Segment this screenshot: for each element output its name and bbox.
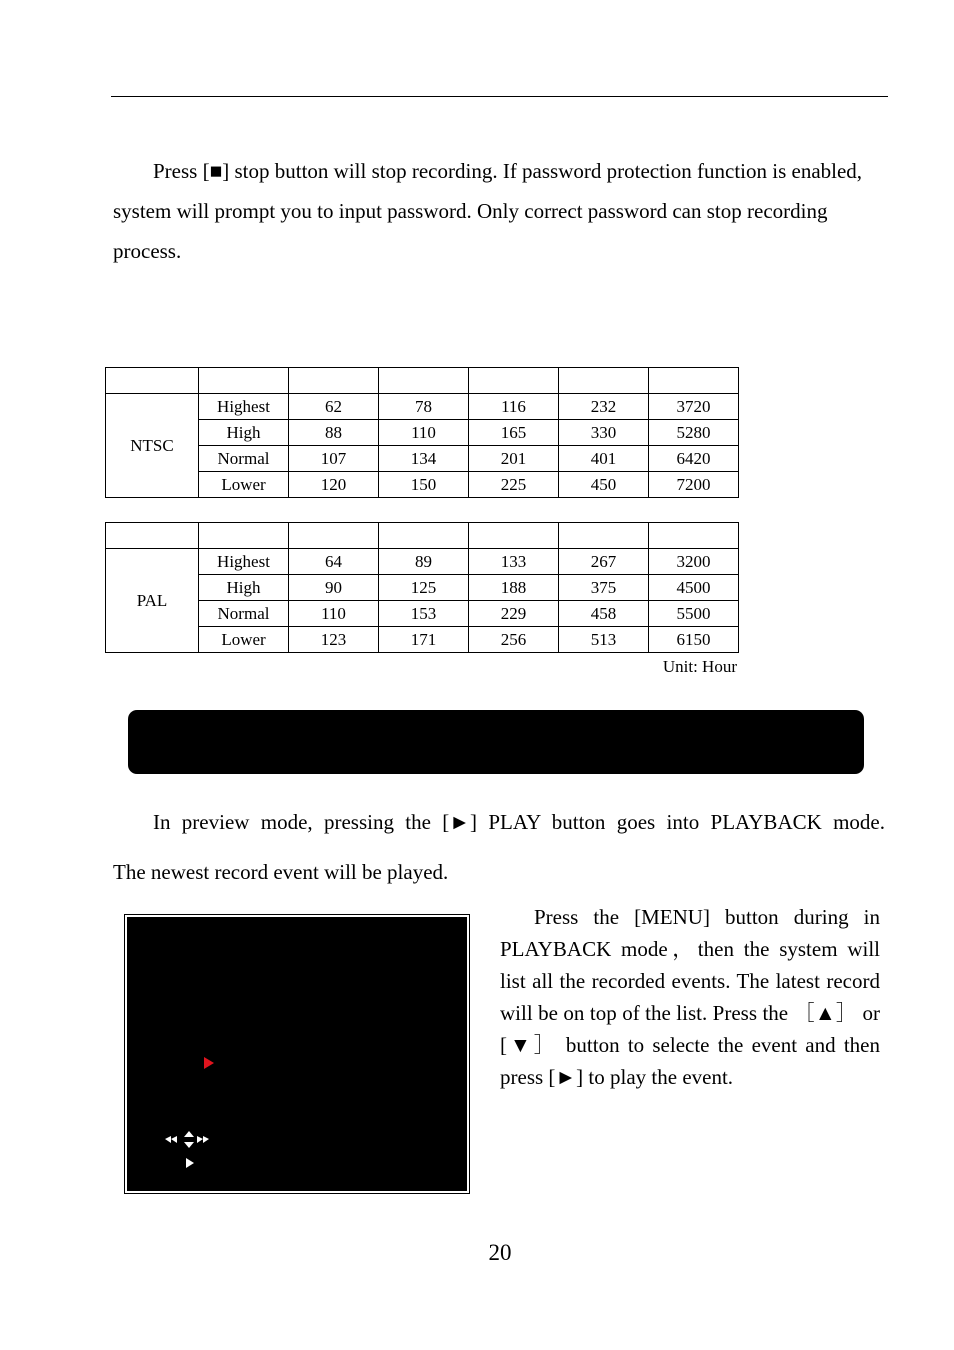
quality-label: High [199,420,289,446]
table-row [106,446,739,472]
playback-screen [127,917,467,1191]
table-cell: 110 [289,601,379,627]
system-label: NTSC [106,394,199,498]
table-row [106,394,739,420]
table-cell: 165 [469,420,559,446]
system-label: PAL [106,549,199,653]
table-row [106,472,739,498]
table-cell: 88 [289,420,379,446]
table-cell: 6420 [649,446,739,472]
table-cell: 133 [469,549,559,575]
table-cell: 513 [559,627,649,653]
table-row [106,627,739,653]
table-cell: 78 [379,394,469,420]
table-cell: 120 [289,472,379,498]
table-cell: 6150 [649,627,739,653]
table-cell: 229 [469,601,559,627]
table-cell: 201 [469,446,559,472]
table-cell: 116 [469,394,559,420]
table-cell: 3720 [649,394,739,420]
table-cell: 401 [559,446,649,472]
menu-paragraph: Press the [MENU] button during in PLAYBACK mode，then the system will list all the recorded events. The latest record will be on top of the list. Press the ［▲］ or [▼］ button to selecte the event and then press [►] to play the event. [500,905,880,1089]
table-cell: 107 [289,446,379,472]
quality-label: Normal [199,601,289,627]
table-cell: 330 [559,420,649,446]
ntsc-recording-table [105,367,739,498]
table-header-row [106,368,739,394]
unit-label: Unit: Hour [662,657,737,676]
table-cell: 3200 [649,549,739,575]
playback-paragraph: In preview mode, pressing the [►] PLAY button goes into PLAYBACK mode. The newest record event will be played. [113,810,885,884]
quality-label: Lower [199,472,289,498]
table-row [106,575,739,601]
table-cell: 123 [289,627,379,653]
play-cursor-icon [204,1057,214,1069]
quality-label: High [199,575,289,601]
table-cell: 153 [379,601,469,627]
table-cell: 256 [469,627,559,653]
table-cell: 225 [469,472,559,498]
header-rule [111,96,888,97]
page-number: 20 [488,1240,512,1265]
table-cell: 125 [379,575,469,601]
table-cell: 5500 [649,601,739,627]
table-cell: 134 [379,446,469,472]
table-cell: 375 [559,575,649,601]
table-row [106,420,739,446]
table-cell: 450 [559,472,649,498]
table-cell: 150 [379,472,469,498]
quality-label: Lower [199,627,289,653]
quality-label: Highest [199,549,289,575]
table-cell: 64 [289,549,379,575]
table-cell: 232 [559,394,649,420]
table-cell: 89 [379,549,469,575]
table-cell: 4500 [649,575,739,601]
table-cell: 458 [559,601,649,627]
table-cell: 188 [469,575,559,601]
table-cell: 171 [379,627,469,653]
play-icon [186,1158,194,1168]
table-header-row [106,523,739,549]
navigation-arrows-icon [165,1131,209,1148]
table-cell: 5280 [649,420,739,446]
table-cell: 110 [379,420,469,446]
quality-label: Normal [199,446,289,472]
table-cell: 267 [559,549,649,575]
stop-recording-paragraph: Press [■] stop button will stop recording. If password protection function is enabled, system will prompt you to input password. Only correct password can stop recording process. [113,159,863,263]
playback-screen-frame [124,914,470,1194]
section-heading-banner [128,710,864,774]
table-row [106,549,739,575]
table-row [106,601,739,627]
quality-label: Highest [199,394,289,420]
table-cell: 62 [289,394,379,420]
table-cell: 90 [289,575,379,601]
table-cell: 7200 [649,472,739,498]
pal-recording-table [105,522,739,653]
